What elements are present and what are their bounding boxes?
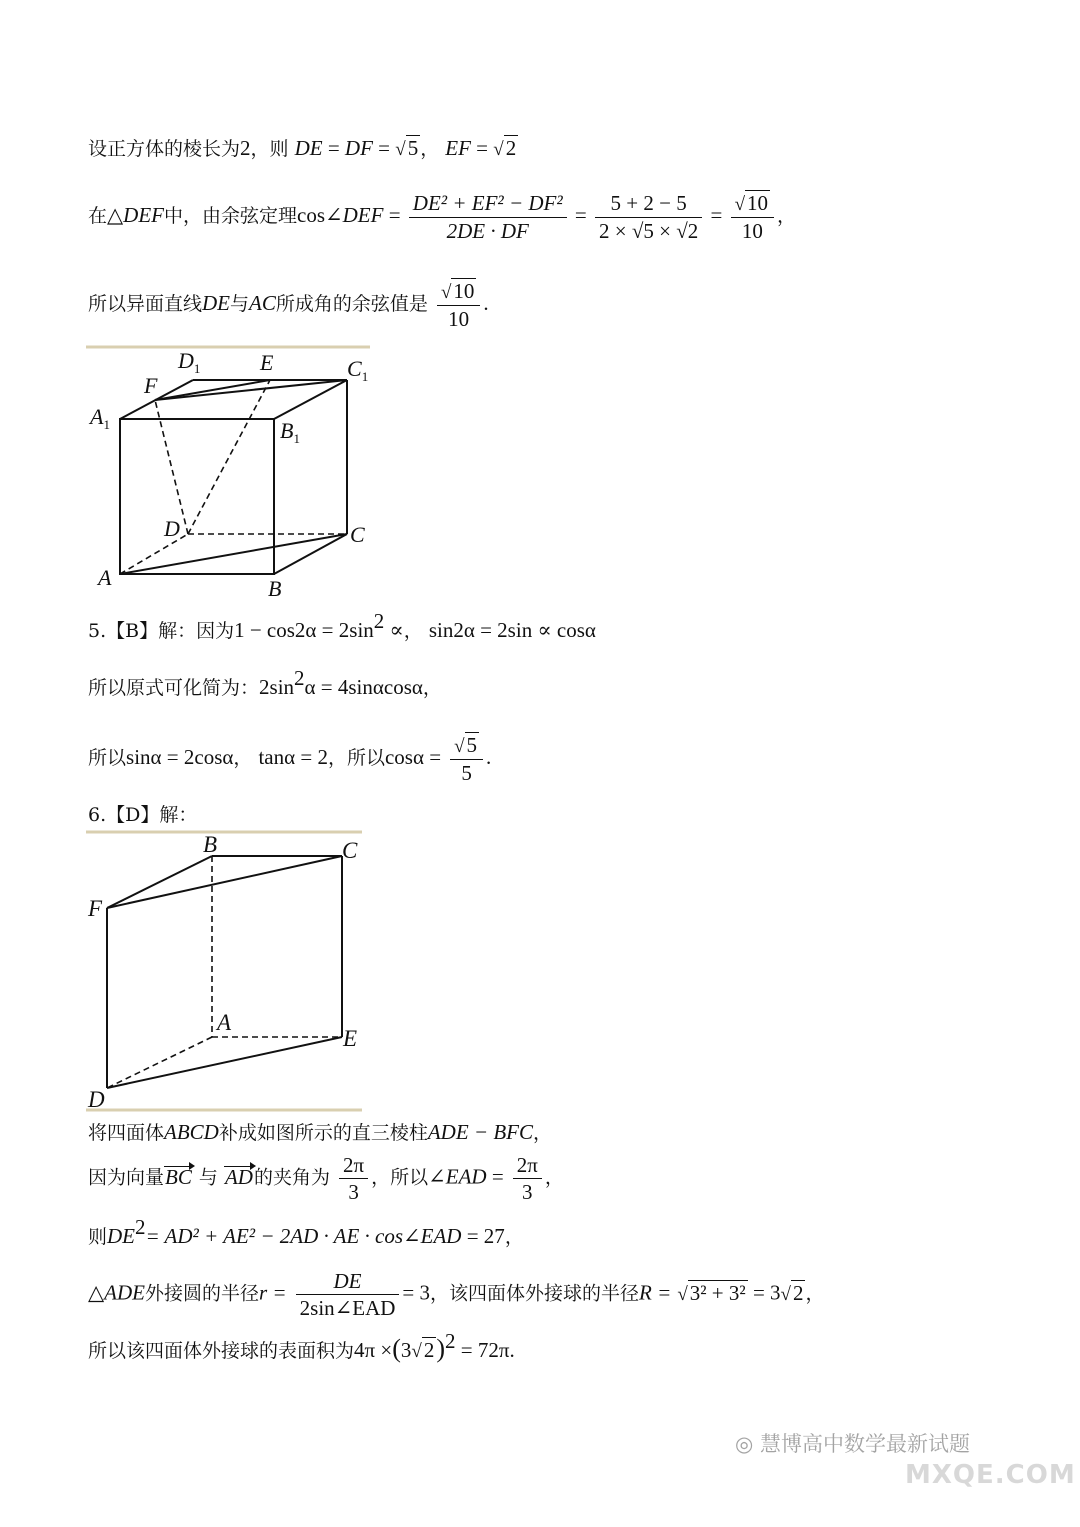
label-A1: $A_1$	[90, 404, 110, 432]
q5-title: 5.【B】解：因为	[88, 620, 235, 642]
q6-line-4: △ADE外接圆的半径r = $\frac{DE}{\text{2sin∠EAD}}$ = 3，该四面体外接球的半径R = √3² + 3² = 3√2 ，	[88, 1269, 825, 1321]
text-edge-intro: 设正方体的棱长为	[88, 138, 241, 160]
label-D: D	[164, 516, 180, 541]
prism-figure	[86, 830, 376, 1115]
vector-BC: BC	[165, 1164, 192, 1189]
wechat-icon: ◎	[735, 1432, 754, 1456]
cos-label: cos	[297, 203, 326, 227]
label-A: A	[217, 1010, 232, 1035]
label-F: F	[144, 373, 158, 398]
law-of-cosines: = AD² + AE² − 2AD · AE · cos	[145, 1224, 404, 1248]
fraction-result: $\frac{√10}{10}$	[731, 190, 774, 244]
triangle-DEF: DEF	[123, 203, 164, 227]
sqrt-2: √2	[493, 136, 517, 160]
text-then: ，则	[250, 138, 289, 160]
q6-line-3: 则$DE^2= AD^2 + AE^2 - 2AD$ · AE · cos∠EAD = 27，	[88, 1215, 524, 1248]
q6-line-2: 因为向量BC 与 AD的夹角为 $\frac{2\pi}{3}$ ，所以∠EAD = $\frac{2\pi}{3}$ ，	[88, 1153, 564, 1205]
label-C: C	[350, 522, 365, 547]
sym-EF: EF	[445, 136, 471, 160]
tetrahedron-ABCD: ABCD	[164, 1120, 219, 1144]
q5-line-3: 所以sinα = 2cosα， tanα = 2，所以cosα = $\frac{√5}{5}$ .	[88, 733, 492, 785]
q6-line-1: 将四面体ABCD补成如图所示的直三棱柱ADE − BFC，	[88, 1120, 553, 1144]
q5-simplify-text: 所以原式可化简为：	[88, 677, 260, 699]
q5-identity-1: 1 − cos2α = 2sin	[234, 618, 374, 642]
edge-value: 2	[240, 136, 251, 160]
sym-DF: DF	[344, 136, 373, 160]
label-F: F	[88, 896, 103, 921]
q5-sin-eq: sinα = 2cosα	[126, 745, 234, 769]
q5-identity-2: sin2α = 2sin ∝ cosα	[428, 618, 596, 642]
angle-DEF: DEF	[342, 203, 384, 227]
text-cos-value: 所成角的余弦值是	[275, 293, 428, 315]
cube-figure	[86, 344, 376, 604]
label-C: C	[342, 838, 358, 863]
text-comma: ，	[420, 138, 440, 160]
q5-tan-eq: tanα = 2	[258, 745, 328, 769]
q5-line-2: 所以原式可化简为：$2\sin^2\alpha = 4\sin\alpha\cos\alpha$，	[88, 666, 442, 699]
text-skew-lines: 所以异面直线	[88, 293, 203, 315]
watermark-account: ◎ 慧博高中数学最新试题	[735, 1432, 971, 1456]
q5-answer-fraction: $\frac{√5}{5}$	[450, 732, 483, 786]
label-E: E	[343, 1026, 358, 1051]
vector-AD: AD	[224, 1164, 253, 1189]
q6-title: 6.【D】解：	[88, 804, 198, 826]
circumradius-fraction: $\frac{DE}{\text{2sin∠EAD}}$	[296, 1268, 400, 1321]
sqrt-5: √5	[395, 136, 419, 160]
surface-area-result: = 72π	[460, 1338, 510, 1362]
label-D: D	[88, 1087, 105, 1112]
q5-line-1: 5.【B】解：因为$1 - \cos 2\alpha = 2\sin^2$ ∝， sin2α = 2sin ∝ cosα	[88, 609, 596, 642]
line-1: 设正方体的棱长为2，则 DE = DF = √5 ， EF = √2	[88, 136, 517, 160]
label-B1: $B_1$	[280, 418, 300, 446]
text-cosine-law: 中，由余弦定理	[164, 205, 298, 227]
angle-fraction: $\frac{2\pi}{3}$	[339, 1152, 368, 1205]
sym-DE: DE	[202, 291, 231, 315]
sphere-radius-sqrt: √3² + 3²	[677, 1280, 746, 1305]
sym-DE: DE	[294, 136, 323, 160]
line-2: 在△DEF中，由余弦定理cos∠DEF = $\frac{\text{DE² + EF² − DF²}}{2DE \cdot DF}$ = $\frac{5 + 2 - 5}{2 \times √5 \times √2}$ = $\frac{√10}{10}$ ，	[88, 191, 797, 243]
q6-line-5: 所以该四面体外接球的表面积为$4\pi \times(3√2)^2 = 72\pi$.	[88, 1329, 515, 1363]
label-D1: $D_1$	[178, 348, 201, 376]
line-3: 所以异面直线DE与AC所成角的余弦值是 $\frac{√10}{10}$ .	[88, 279, 489, 331]
surface-area-expr: 4π ×	[354, 1338, 393, 1362]
angle-fraction-2: $\frac{2\pi}{3}$	[513, 1152, 542, 1205]
triangle-symbol: △	[107, 203, 124, 227]
cube-hidden-edges	[120, 380, 347, 574]
text-in: 在	[88, 205, 108, 227]
fraction-answer: $\frac{√10}{10}$	[437, 278, 480, 332]
sym-AC: AC	[249, 291, 276, 315]
label-B: B	[203, 832, 218, 857]
label-C1: $C_1$	[347, 356, 369, 384]
label-A: A	[98, 565, 112, 590]
fraction-cosine-values: $\frac{5 + 2 - 5}{2 \times √5 \times √2}$	[595, 190, 702, 243]
cube-solid-edges	[120, 380, 347, 574]
prism-ADE-BFC: ADE − BFC	[427, 1120, 534, 1144]
q5-simplified-expr: α = 4sinαcosα	[304, 675, 423, 699]
label-B: B	[268, 576, 282, 601]
prism-solid-edges	[107, 856, 342, 1088]
fraction-cosine-formula: $\frac{\text{DE² + EF² − DF²}}{2DE \cdot DF}$	[409, 190, 567, 243]
q5-cos-eq: cosα =	[384, 745, 442, 769]
watermark-site: MXQE.COM	[905, 1460, 1076, 1490]
label-E: E	[260, 350, 274, 375]
